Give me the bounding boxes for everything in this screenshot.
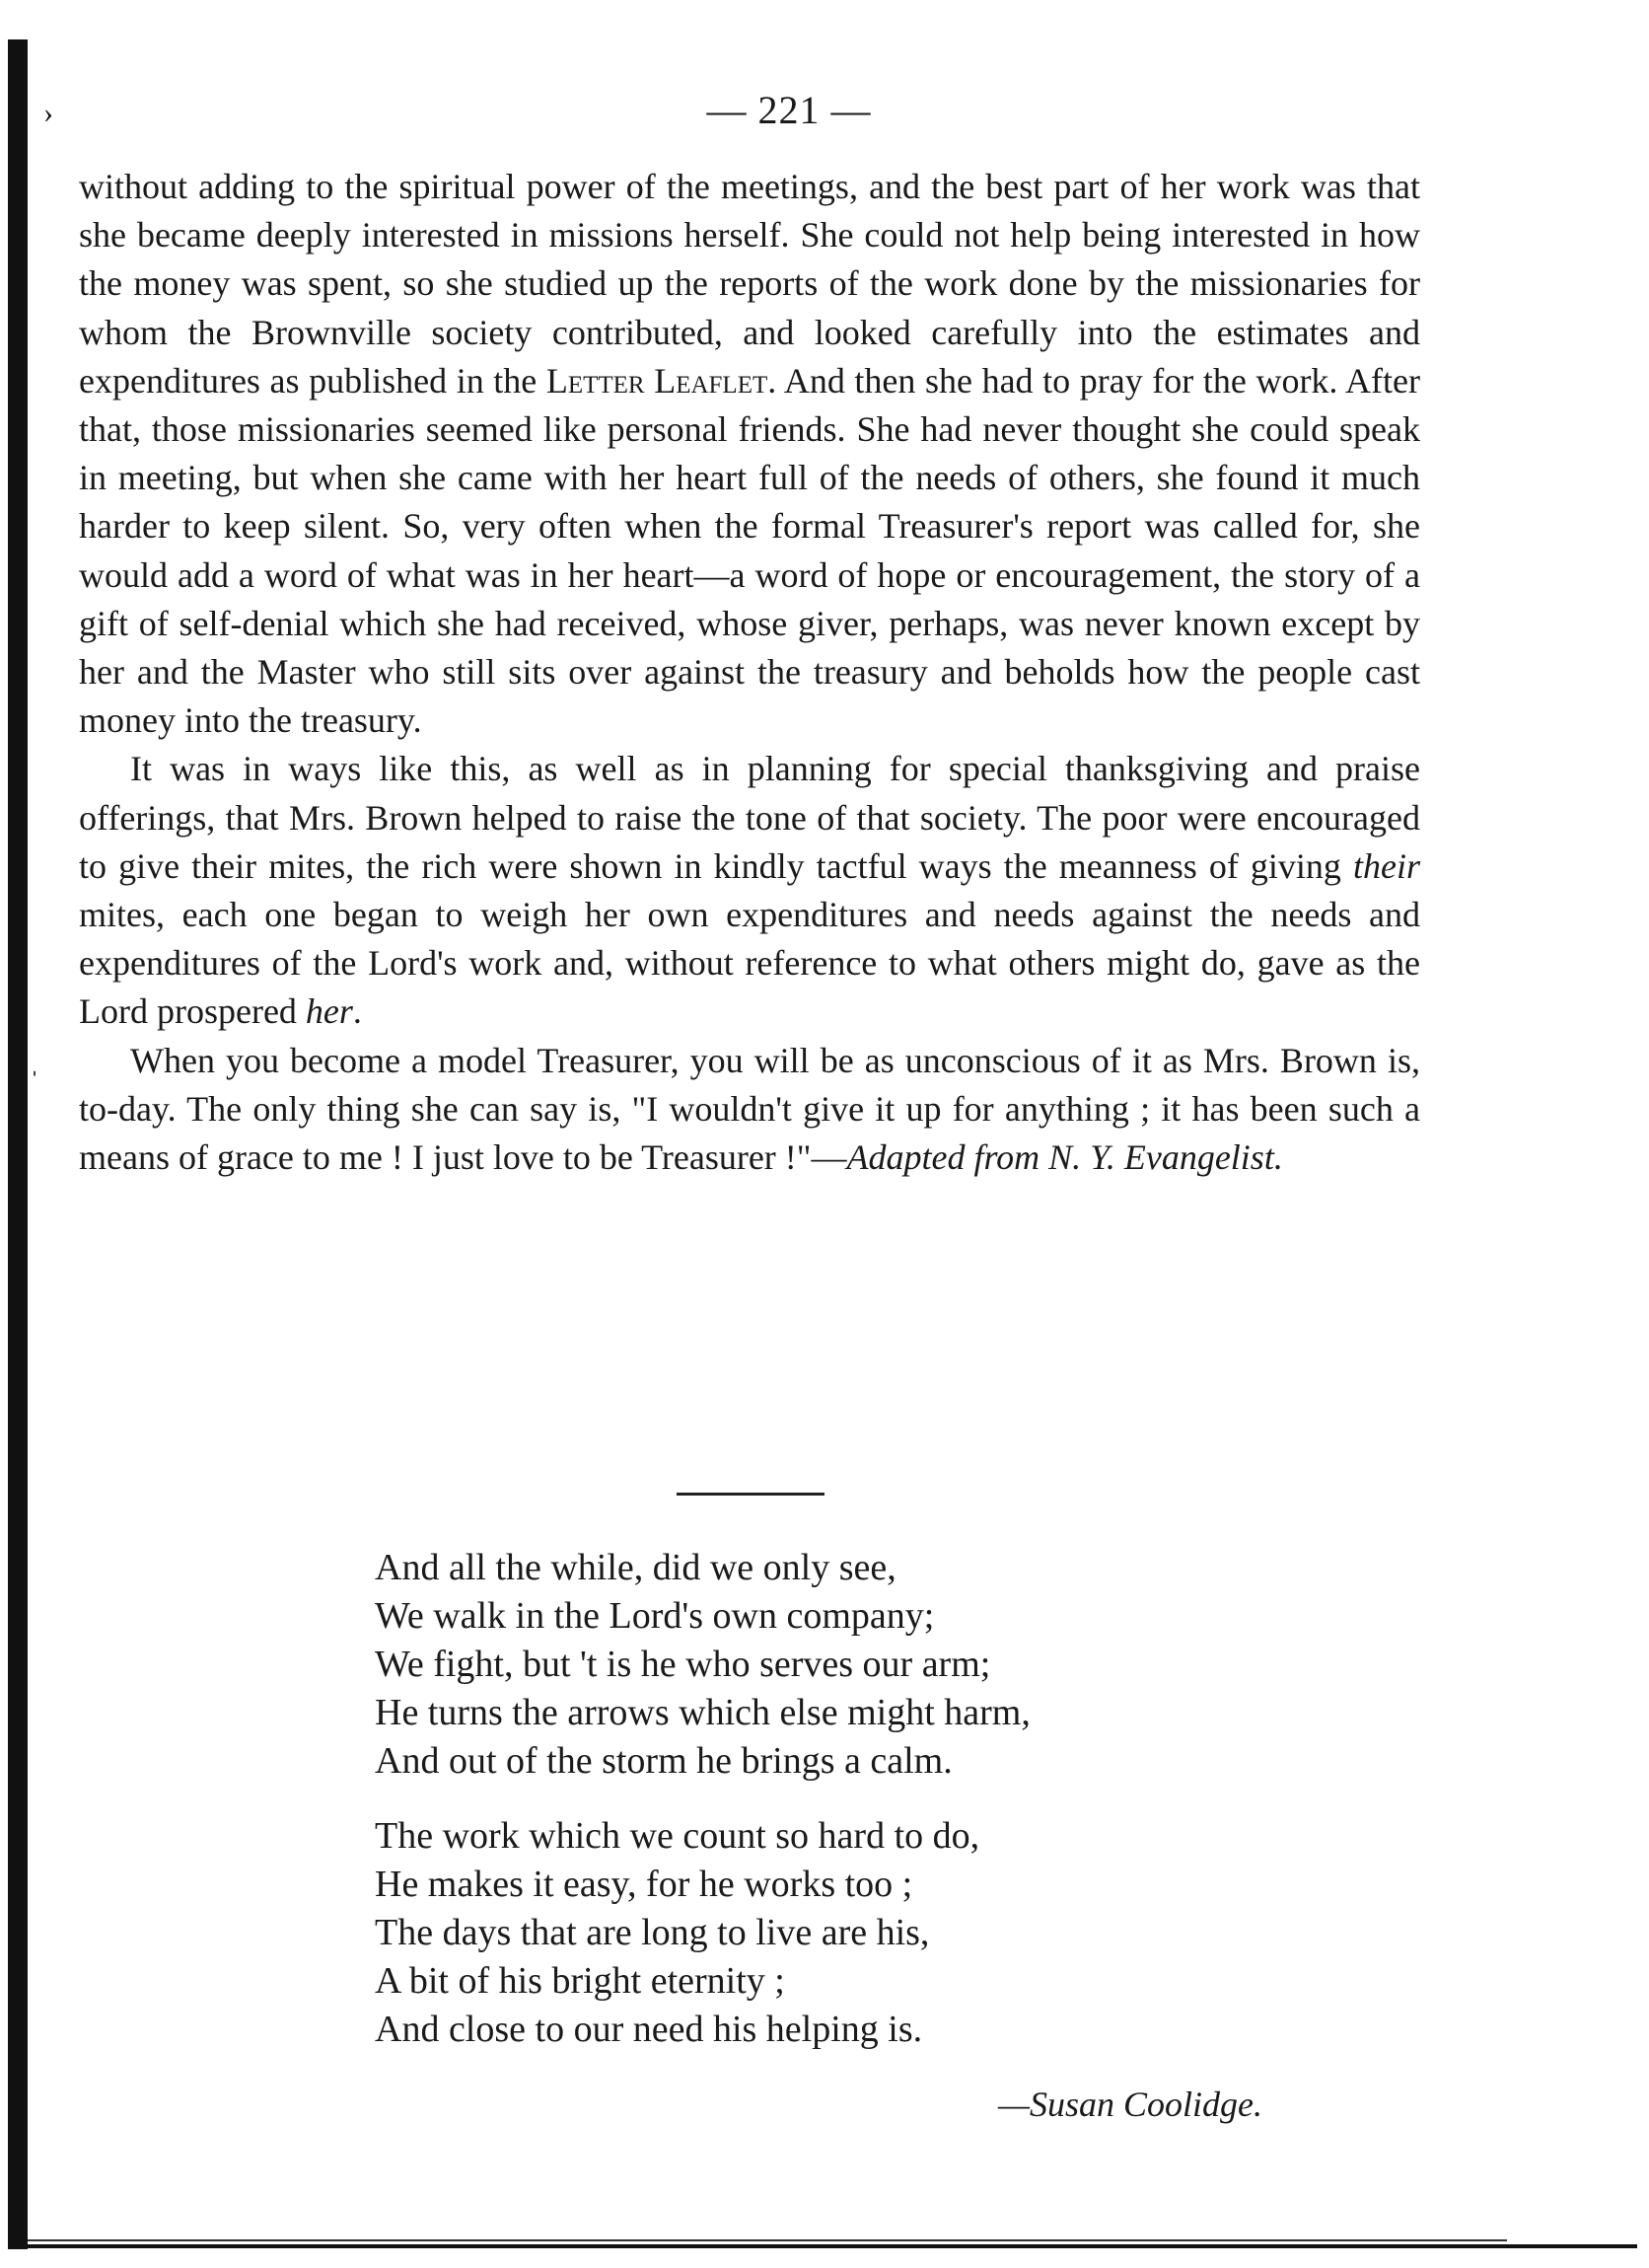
p1-line-12: or encouragement, the story of a gift of self-denial which she had received, (79, 554, 1420, 643)
poem-line: A bit of his bright eternity ; (375, 1960, 785, 2002)
p1-line-11: called for, she would add a word of what was in her heart—a word of hope (79, 506, 1421, 595)
paragraph-1 (79, 163, 1420, 745)
poem-attribution: —Susan Coolidge. (997, 2085, 1262, 2124)
poem-stanza-2 (375, 1812, 1361, 2054)
page-left-edge-bar (8, 39, 28, 2249)
p1-line-13: whose giver, perhaps, was never known except by her and the Master who (79, 603, 1421, 693)
p1-line-9: came with her heart full of the needs of others, she found it much harder (79, 458, 1420, 547)
poem-line: The work which we count so hard to do, (375, 1815, 980, 1857)
p1-line-5: Brownville society contributed, and looked carefully into the estimates and (251, 312, 1420, 352)
p2-text-c: mites, each one began to weigh her own expenditures and needs against the needs and expenditures of the Lord's work and, without reference to what others might do, gave as the Lord prospered (79, 895, 1420, 1032)
page-number: — 221 — (706, 88, 872, 132)
p1-line-14: still sits over against the treasury and beholds how the people cast money (79, 652, 1421, 741)
poem-line: He turns the arrows which else might harm, (375, 1692, 1031, 1733)
letter-leaflet-title: Letter Leaflet (545, 360, 768, 401)
section-divider-rule (677, 1493, 824, 1496)
poem-line: And all the while, did we only see, (375, 1547, 896, 1588)
p1-line-1: without adding to the spiritual power of the meetings, and the best part (79, 167, 1110, 206)
page-bottom-edge-bar (28, 2244, 1637, 2248)
margin-mark-mid: ˌ (30, 1044, 39, 1076)
poem-line: We walk in the Lord's own company; (375, 1595, 935, 1637)
p1-line-6b: . And then she had to (767, 360, 1071, 401)
poem-line: And close to our need his helping is. (375, 2009, 923, 2050)
p1-line-8: friends. She had never thought she could speak in meeting, but when she (79, 409, 1420, 498)
p2-text-e: . (352, 991, 362, 1032)
p1-line-3: could not help being interested in how the money was spent, so she (79, 215, 1420, 304)
p1-line-7: pray for the work. After that, those missionaries seemed like personal (79, 360, 1420, 450)
paragraph-3 (79, 1037, 1420, 1183)
p1-line-6: expenditures as published in the (79, 360, 538, 401)
poem-line: The days that are long to live are his, (375, 1912, 930, 1953)
p1-line-15: into the treasury. (183, 700, 422, 741)
p3-text-a: When you become a model Treasurer, you will be as unconscious of it as Mrs. Brown is, to-day. The only thing she can say is, "I wouldn't give it up for anything ; it has been such a means of grace to me ! I just love to be Treasurer !"— (79, 1040, 1420, 1178)
paragraph-2 (79, 745, 1420, 1036)
p1-line-4: studied up the reports of the work done by the missionaries for whom the (79, 263, 1421, 352)
margin-mark-top: › (43, 97, 53, 129)
poem-stanza-1 (375, 1544, 1361, 1786)
p2-emphasis-her: her (305, 991, 353, 1032)
p2-emphasis-their: their (1353, 845, 1421, 886)
page-bottom-thin-rule (28, 2239, 1507, 2241)
article-body (79, 163, 1420, 1182)
p3-source-citation: Adapted from N. Y. Evangelist. (846, 1137, 1283, 1178)
poem-line: He makes it easy, for he works too ; (375, 1864, 913, 1905)
p2-text-a: It was in ways like this, as well as in planning for special thanksgiving and praise offerings, that Mrs. Brown helped to raise the tone of that society. The poor were encouraged to give their mites, the rich were shown in kindly tactful ways the meanness of giving (79, 749, 1420, 886)
p1-line-2: of her work was that she became deeply interested in missions herself. She (79, 167, 1420, 256)
poem (375, 1544, 1361, 2081)
poem-line: And out of the storm he brings a calm. (375, 1740, 953, 1782)
poem-line: We fight, but 't is he who serves our arm; (375, 1644, 991, 1685)
p1-line-10: to keep silent. So, very often when the formal Treasurer's report was (182, 506, 1200, 547)
